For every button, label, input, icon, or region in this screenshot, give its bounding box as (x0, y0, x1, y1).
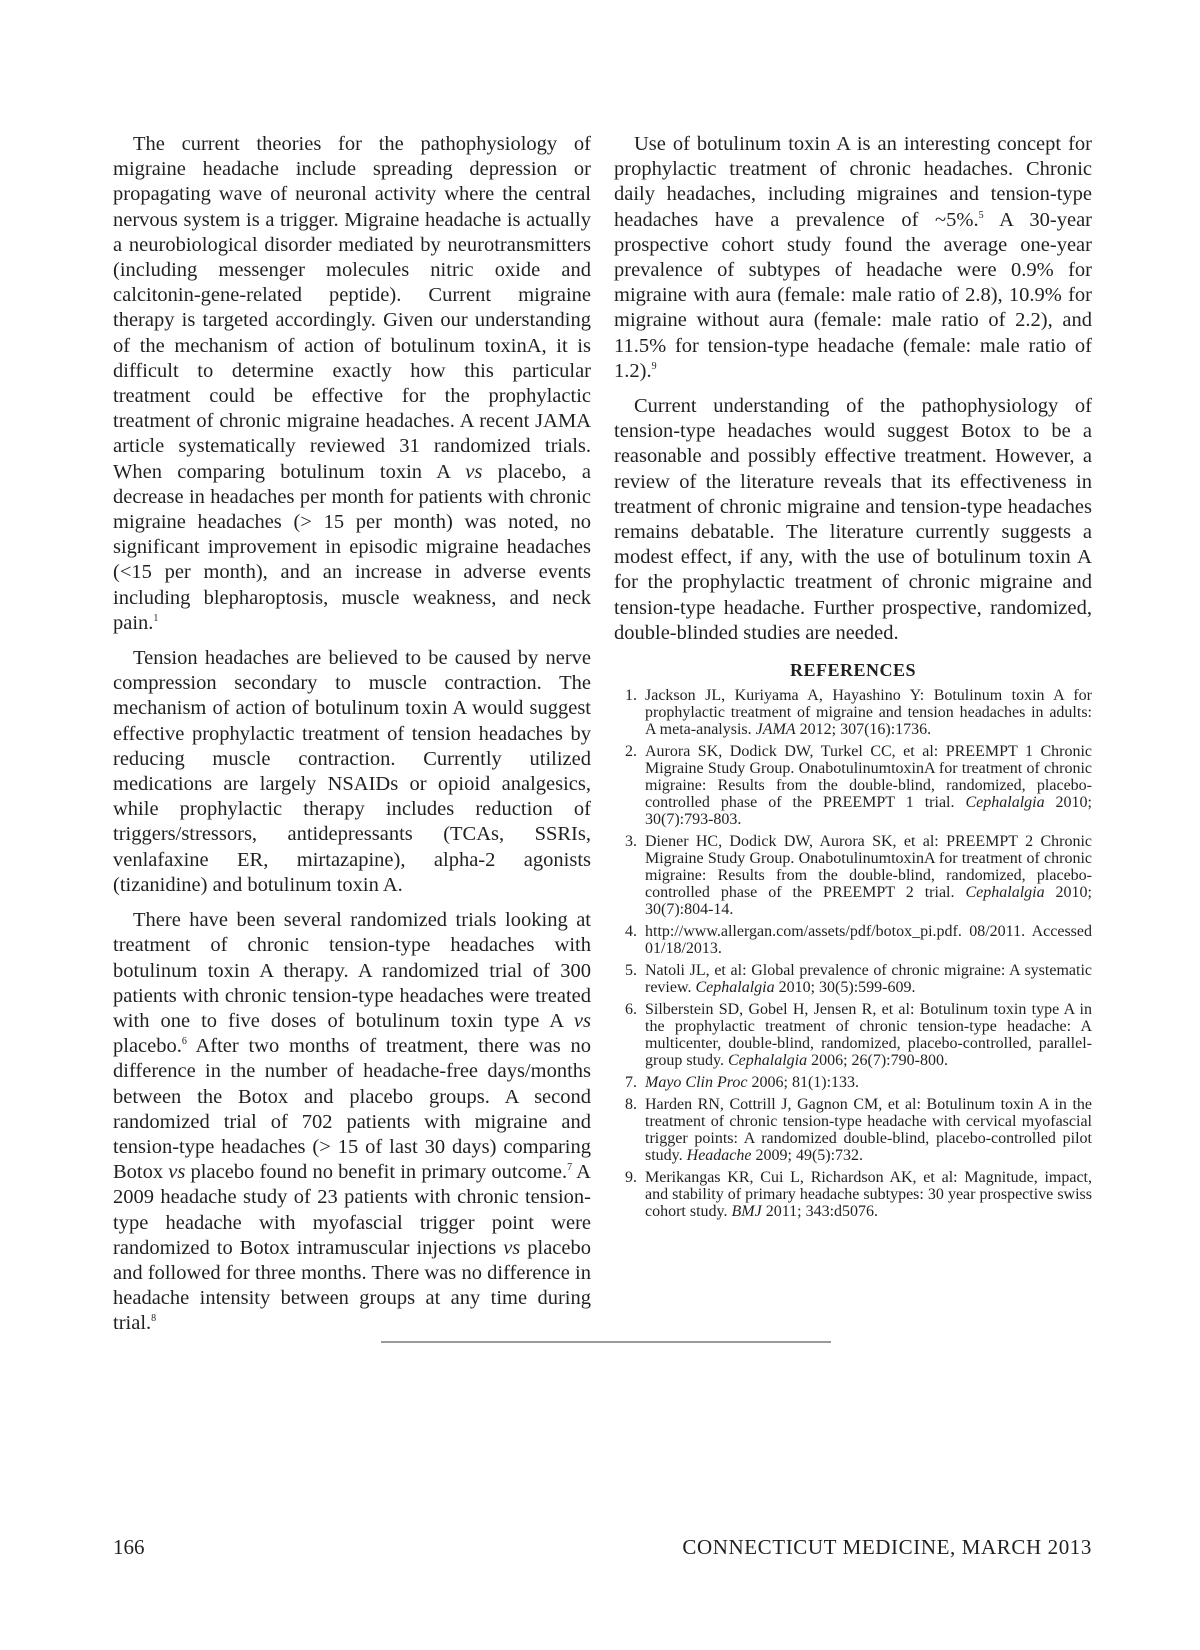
running-footer: CONNECTICUT MEDICINE, MARCH 2013 (682, 1535, 1092, 1559)
reference-item: 9. Merikangas KR, Cui L, Richardson AK, et al: Magnitude, impact, and stability of primary headache subtypes: 30 year prospective swiss cohort study. BMJ 2011; 343:d5076. (625, 1169, 1092, 1221)
reference-item: 5. Natoli JL, et al: Global prevalence of chronic migraine: A systematic review. Cephalalgia 2010; 30(5):599-609. (625, 962, 1092, 997)
reference-item: 1. Jackson JL, Kuriyama A, Hayashino Y: Botulinum toxin A for prophylactic treatment of migraine and tension headaches in adults: A meta-analysis. JAMA 2012; 307(16):1736. (625, 687, 1092, 739)
reference-item: 8. Harden RN, Cottrill J, Gagnon CM, et al: Botulinum toxin A in the treatment of chronic tension-type headache with cervical myofascial trigger points: A randomized double-blind, placebo-controlled pilot study. Headache 2009; 49(5):732. (625, 1096, 1092, 1165)
citation-marker: 8 (151, 1313, 157, 1325)
citation-marker: 7 (567, 1162, 573, 1174)
citation-marker: 1 (153, 612, 159, 624)
right-column (614, 132, 1092, 1225)
body-paragraph: The current theories for the pathophysiology of migraine headache include spreading depression or propagating wave of neuronal activity where the central nervous system is a trigger. Migraine headache is actually a neurobiological disorder mediated by neurotransmitters (including messenger molecules nitric oxide and calcitonin-gene-related peptide). Current migraine therapy is targeted accordingly. Given our understanding of the mechanism of action of botulinum toxinA, it is difficult to determine exactly how this particular treatment could be effective for the prophylactic treatment of chronic migraine headaches. A recent JAMA article systematically reviewed 31 randomized trials. When comparing botulinum toxin A vs placebo, a decrease in headaches per month for patients with chronic migraine headaches (> 15 per month) was noted, no significant improvement in episodic migraine headaches (<15 per month), and an increase in adverse events including blepharoptosis, muscle weakness, and neck pain.$^1$ (113, 133, 591, 634)
section-divider (381, 1341, 831, 1343)
citation-marker: 9 (651, 360, 657, 372)
citation-marker: 6 (181, 1036, 187, 1048)
body-paragraph: Tension headaches are believed to be caused by nerve compression secondary to muscle contraction. The mechanism of action of botulinum toxin A would suggest effective prophylactic treatment of tension headaches by reducing muscle contraction. Currently utilized medications are largely NSAIDs or opioid analgesics, while prophylactic therapy includes reduction of triggers/stressors, antidepressants (TCAs, SSRIs, venlafaxine ER, mirtazapine), alpha-2 agonists (tizanidine) and botulinum toxin A. (113, 647, 591, 896)
reference-item: 4. http://www.allergan.com/assets/pdf/botox_pi.pdf. 08/2011. Accessed 01/18/2013. (625, 923, 1092, 958)
page-number: 166 (113, 1535, 145, 1559)
left-column (113, 132, 591, 1347)
reference-url: http://www.allergan.com/assets/pdf/botox_pi.pdf. 08/2011. Accessed 01/18/2013. (645, 923, 1092, 958)
reference-item: 7. Mayo Clin Proc 2006; 81(1):133. (625, 1074, 860, 1092)
reference-item: 3. Diener HC, Dodick DW, Aurora SK, et al: PREEMPT 2 Chronic Migraine Study Group. OnabotulinumtoxinA for treatment of chronic migraine: Results from the double-blind, randomized, placebo-controlled phase of the PREEMPT 2 trial. Cephalalgia 2010; 30(7):804-14. (625, 833, 1092, 919)
reference-item: 6. Silberstein SD, Gobel H, Jensen R, et al: Botulinum toxin type A in the prophylactic treatment of chronic tension-type headache: A multicenter, double-blind, randomized, placebo-controlled, parallel-group study. Cephalalgia 2006; 26(7):790-800. (625, 1001, 1092, 1070)
body-paragraph: Use of botulinum toxin A is an interesting concept for prophylactic treatment of chronic headaches. Chronic daily headaches, including migraines and tension-type headaches have a prevalence of ~5%.$^5$ A 30-year prospective cohort study found the average one-year prevalence of subtypes of headache were 0.9% for migraine with aura (female: male ratio of 2.8), 10.9% for migraine without aura (female: male ratio of 2.2), and 11.5% for tension-type headache (female: male ratio of 1.2).$^9$ (614, 133, 1092, 382)
references-heading: REFERENCES (789, 660, 917, 681)
reference-list (614, 687, 1092, 1220)
body-paragraph: There have been several randomized trials looking at treatment of chronic tension-type headaches with botulinum toxin A therapy. A randomized trial of 300 patients with chronic tension-type headaches were treated with one to five doses of botulinum toxin type A vs placebo.$^6$ After two months of treatment, there was no difference in the number of headache-free days/months between the Botox and placebo groups. A second randomized trial of 702 patients with migraine and tension-type headaches (> 15 of last 30 days) comparing Botox vs placebo found no benefit in primary outcome.$^7$ A 2009 headache study of 23 patients with chronic tension-type headache with myofascial trigger point were randomized to Botox intramuscular injections vs placebo and followed for three months. There was no difference in headache intensity between groups at any time during trial.$^8$ (113, 909, 591, 1335)
reference-item: 2. Aurora SK, Dodick DW, Turkel CC, et al: PREEMPT 1 Chronic Migraine Study Group. OnabotulinumtoxinA for treatment of chronic migraine: Results from the double-blind, randomized, placebo-controlled phase of the PREEMPT 1 trial. Cephalalgia 2010; 30(7):793-803. (625, 743, 1092, 829)
body-paragraph: Current understanding of the pathophysiology of tension-type headaches would suggest Botox to be a reasonable and possibly effective treatment. However, a review of the literature reveals that its effectiveness in treatment of chronic migraine and tension-type headaches remains debatable. The literature currently suggests a modest effect, if any, with the use of botulinum toxin A for the prophylactic treatment of chronic migraine and tension-type headache. Further prospective, randomized, double-blinded studies are needed. (614, 395, 1092, 644)
citation-marker: 5 (978, 209, 984, 221)
